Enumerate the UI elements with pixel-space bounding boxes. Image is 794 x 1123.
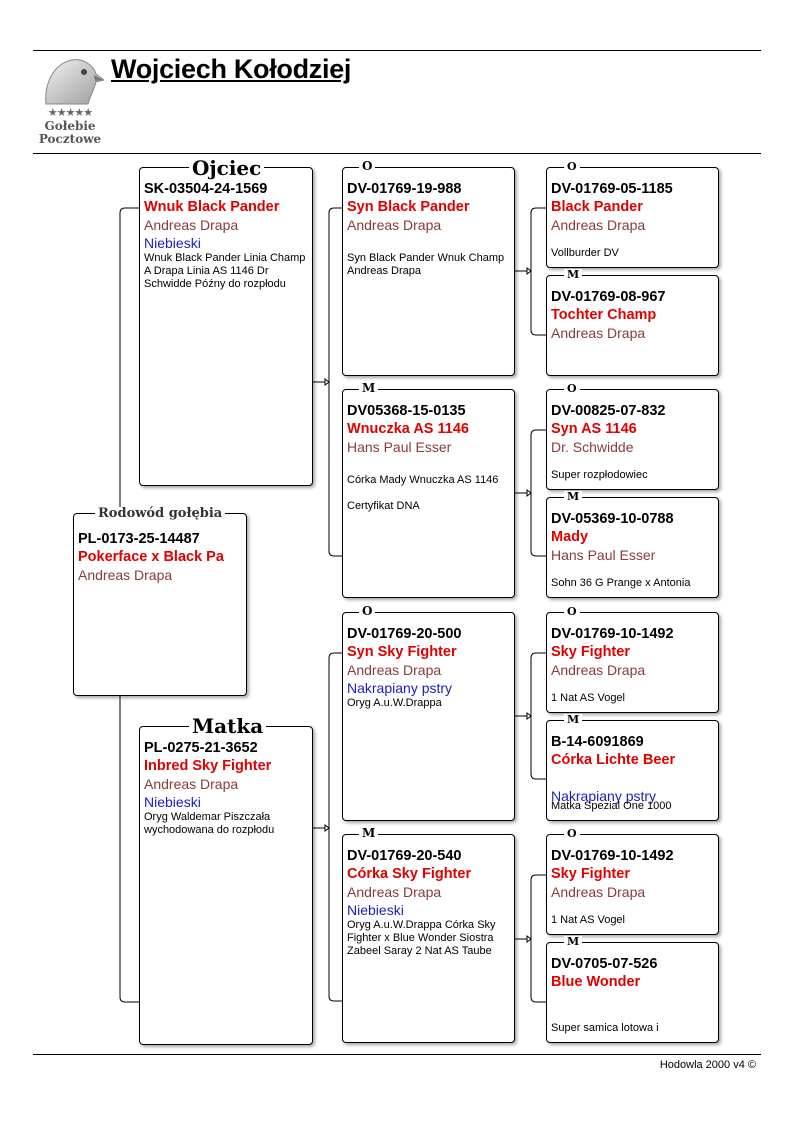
great-grandparent-card-fmf[interactable] xyxy=(546,389,719,490)
subject-card[interactable] xyxy=(73,513,247,696)
pigeon-color: Niebieski xyxy=(144,794,201,810)
breeder-name: Hans Paul Esser xyxy=(347,439,452,455)
great-grandparent-label-mff: O xyxy=(564,606,580,617)
ring-number: DV-01769-20-540 xyxy=(347,848,462,864)
father-card[interactable] xyxy=(139,167,313,486)
pigeon-note: Matka Spezial One 1000 xyxy=(551,800,672,812)
ring-number: DV-01769-19-988 xyxy=(347,181,462,197)
great-grandparent-card-ffm[interactable] xyxy=(546,275,719,376)
pigeon-name: Syn Sky Fighter xyxy=(347,644,457,660)
pigeon-note: 1 Nat AS Vogel xyxy=(551,692,625,704)
ring-number: DV-0705-07-526 xyxy=(551,956,658,972)
great-grandparent-card-fmm[interactable] xyxy=(546,497,719,598)
breeder-name: Andreas Drapa xyxy=(144,776,239,792)
pigeon-note: Syn Black Pander Wnuk Champ Andreas Drapa xyxy=(347,252,505,277)
pigeon-name: Sky Fighter xyxy=(551,644,630,660)
pigeon-note: Oryg Waldemar Piszczała wychodowana do rozpłodu xyxy=(144,811,275,836)
breeder-name: Andreas Drapa xyxy=(347,662,442,678)
great-grandparent-card-mfm[interactable] xyxy=(546,720,719,821)
breeder-name: Andreas Drapa xyxy=(551,325,646,341)
ring-number: PL-0275-21-3652 xyxy=(144,740,258,756)
breeder-name: Andreas Drapa xyxy=(551,884,646,900)
ring-number: SK-03504-24-1569 xyxy=(144,181,268,197)
breeder-name: Andreas Drapa xyxy=(347,217,442,233)
ring-number: DV-01769-08-967 xyxy=(551,289,666,305)
great-grandparent-label-ffm: M xyxy=(564,269,582,280)
ring-number: DV-01769-20-500 xyxy=(347,626,462,642)
owner-name: Wojciech Kołodziej xyxy=(111,54,352,84)
subject-label: Rodowód gołębia xyxy=(95,507,225,520)
maternal-grandfather-card[interactable] xyxy=(342,612,515,821)
pigeon-note: Oryg A.u.W.Drappa Córka Sky Fighter x Blue Wonder Siostra Zabeel Saray 2 Nat AS Taube xyxy=(347,919,496,957)
pigeon-note: Oryg A.u.W.Drappa xyxy=(347,697,442,709)
pigeon-name: Blue Wonder xyxy=(551,974,641,990)
pigeon-color: Nakrapiany pstry xyxy=(347,680,453,696)
ring-number: DV05368-15-0135 xyxy=(347,403,466,419)
breeder-name: Andreas Drapa xyxy=(551,217,646,233)
pigeon-name: Córka Lichte Beer xyxy=(551,752,676,768)
pigeon-name: Syn Black Pander xyxy=(347,199,470,215)
maternal-grandmother-card[interactable] xyxy=(342,834,515,1043)
ring-number: DV-01769-10-1492 xyxy=(551,848,674,864)
great-grandparent-label-fmm: M xyxy=(564,491,582,502)
breeder-name: Andreas Drapa xyxy=(551,662,646,678)
great-grandparent-label-fmf: O xyxy=(564,383,580,394)
great-grandparent-card-fff[interactable] xyxy=(546,167,719,268)
pigeon-name: Wnuk Black Pander xyxy=(144,199,280,215)
pigeon-note: Sohn 36 G Prange x Antonia xyxy=(551,577,691,589)
pigeon-note: Super samica lotowa i xyxy=(551,1022,659,1034)
maternal-grandmother-label: M xyxy=(359,827,378,839)
father-label: Ojciec xyxy=(189,158,264,178)
ring-number: DV-00825-07-832 xyxy=(551,403,666,419)
great-grandparent-label-mmf: O xyxy=(564,828,580,839)
stars-icon: ★★★★★ xyxy=(47,106,93,119)
great-grandparent-card-mff[interactable] xyxy=(546,612,719,713)
pigeon-note: Super rozpłodowiec xyxy=(551,469,648,481)
pigeon-color: Niebieski xyxy=(347,902,404,918)
ring-number: DV-01769-10-1492 xyxy=(551,626,674,642)
logo-text-line1: Gołebie xyxy=(44,119,96,133)
pigeon-note: Wnuk Black Pander Linia Champ A Drapa Linia AS 1146 Dr Schwidde Późny do rozpłodu xyxy=(144,252,306,290)
ring-number: B-14-6091869 xyxy=(551,734,644,750)
great-grandparent-label-mmm: M xyxy=(564,936,582,947)
ring-number: DV-01769-05-1185 xyxy=(551,181,673,197)
pigeon-name: Sky Fighter xyxy=(551,866,630,882)
logo-text-line2: Pocztowe xyxy=(38,132,102,146)
pigeon-name: Pokerface x Black Pa xyxy=(78,549,224,565)
paternal-grandmother-card[interactable] xyxy=(342,389,515,598)
pigeon-name: Wnuczka AS 1146 xyxy=(347,421,469,437)
paternal-grandmother-label: M xyxy=(359,382,378,394)
footer-credit: Hodowla 2000 v4 © xyxy=(659,1059,756,1071)
ring-number: DV-05369-10-0788 xyxy=(551,511,674,527)
pigeon-name: Syn AS 1146 xyxy=(551,421,637,437)
breeder-name: Andreas Drapa xyxy=(347,884,442,900)
great-grandparent-card-mmf[interactable] xyxy=(546,834,719,935)
great-grandparent-label-mfm: M xyxy=(564,714,582,725)
great-grandparent-label-fff: O xyxy=(564,161,580,172)
mother-label: Matka xyxy=(189,716,266,736)
pigeon-note: Vollburder DV xyxy=(551,247,619,259)
breeder-name: Hans Paul Esser xyxy=(551,547,656,563)
breeder-name: Dr. Schwidde xyxy=(551,439,634,455)
great-grandparent-card-mmm[interactable] xyxy=(546,942,719,1043)
pigeon-color: Nakrapiany pstry xyxy=(551,788,657,804)
paternal-grandfather-label: O xyxy=(359,160,375,172)
breeder-name: Andreas Drapa xyxy=(78,567,173,583)
paternal-grandfather-card[interactable] xyxy=(342,167,515,376)
pigeon-name: Córka Sky Fighter xyxy=(347,866,472,882)
maternal-grandfather-label: O xyxy=(359,605,375,617)
breeder-name: Andreas Drapa xyxy=(144,217,239,233)
pigeon-name: Tochter Champ xyxy=(551,307,657,323)
pigeon-name: Black Pander xyxy=(551,199,643,215)
mother-card[interactable] xyxy=(139,726,313,1045)
pigeon-note: 1 Nat AS Vogel xyxy=(551,914,625,926)
pigeon-name: Mady xyxy=(551,529,589,545)
ring-number: PL-0173-25-14487 xyxy=(78,531,200,547)
pigeon-note-2: Certyfikat DNA xyxy=(347,500,420,512)
pigeon-color: Niebieski xyxy=(144,235,201,251)
pigeon-note: Córka Mady Wnuczka AS 1146 xyxy=(347,474,499,486)
pigeon-name: Inbred Sky Fighter xyxy=(144,758,272,774)
